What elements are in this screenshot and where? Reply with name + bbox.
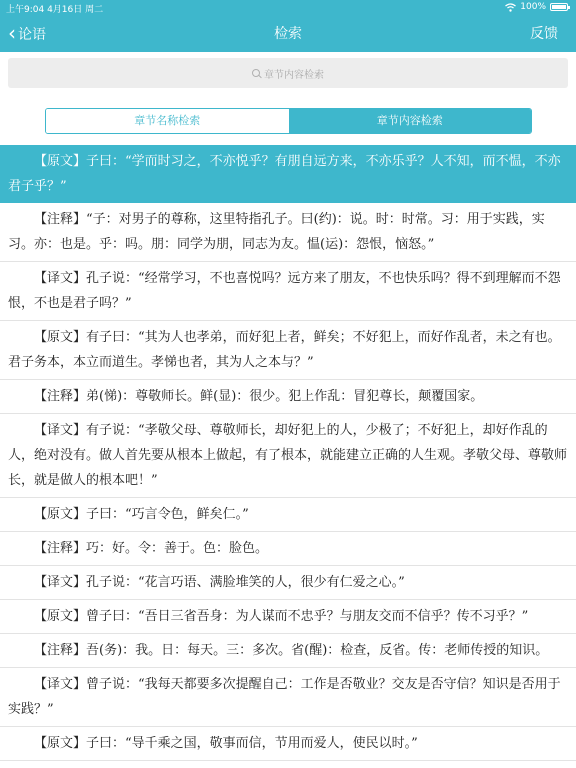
list-item-text: 【原文】曾子曰：“吾日三省吾身：为人谋而不忠乎？与朋友交而不信乎？传不习乎？” <box>34 609 529 624</box>
search-area <box>0 52 576 96</box>
list-item[interactable] <box>0 145 576 203</box>
list-item[interactable] <box>0 203 576 262</box>
list-item[interactable] <box>0 566 576 600</box>
list-item[interactable] <box>0 727 576 761</box>
battery-icon <box>550 3 568 11</box>
search-mode-segmented-control <box>45 108 532 134</box>
list-item-text: 【原文】子曰：“学而时习之，不亦悦乎？有朋自远方来，不亦乐乎？人不知，而不愠，不亦君子乎？” <box>8 154 561 194</box>
list-item[interactable] <box>0 532 576 566</box>
list-item[interactable] <box>0 321 576 380</box>
list-item[interactable] <box>0 262 576 321</box>
list-item-text: 【译文】孔子说：“花言巧语、满脸堆笑的人，很少有仁爱之心。” <box>34 575 405 590</box>
list-item-text: 【原文】有子曰：“其为人也孝弟，而好犯上者，鲜矣；不好犯上，而好作乱者，未之有也。君子务本，本立而道生。孝悌也者，其为人之本与？” <box>8 330 561 370</box>
back-button[interactable] <box>8 16 46 52</box>
list-item[interactable] <box>0 414 576 498</box>
list-item-text: 【原文】子曰：“巧言令色，鲜矣仁。” <box>34 507 249 522</box>
list-item[interactable] <box>0 668 576 727</box>
list-item-text: 【译文】曾子说：“我每天都要多次提醒自己：工作是否敬业？交友是否守信？知识是否用于实践？” <box>8 677 561 717</box>
feedback-button[interactable]: 反馈 <box>530 26 558 42</box>
list-item[interactable] <box>0 380 576 414</box>
search-icon <box>252 69 260 77</box>
list-item[interactable] <box>0 498 576 532</box>
result-list <box>0 145 576 761</box>
chevron-left-icon: ‹ <box>8 21 16 45</box>
navigation-bar <box>0 16 576 52</box>
segment-chapter-content-search[interactable]: 章节内容检索 <box>289 109 532 133</box>
status-bar <box>0 0 576 16</box>
list-item[interactable] <box>0 634 576 668</box>
search-input[interactable] <box>8 58 568 88</box>
list-item-text: 【注释】巧：好。令：善于。色：脸色。 <box>34 541 269 556</box>
status-right <box>505 2 568 12</box>
list-item-text: 【注释】“子：对男子的尊称，这里特指孔子。曰(约)：说。时：时常。习：用于实践，实习。亦：也是。乎：吗。朋：同学为朋，同志为友。愠(运)：怨恨，恼怒。” <box>8 212 545 252</box>
list-item-text: 【注释】弟(悌)：尊敬师长。鲜(显)：很少。犯上作乱：冒犯尊长，颠覆国家。 <box>34 389 484 404</box>
list-item-text: 【注释】吾(务)：我。日：每天。三：多次。省(醒)：检查，反省。传：老师传授的知识。 <box>34 643 549 658</box>
search-placeholder: 章节内容检索 <box>264 69 324 81</box>
status-time-date: 上午9:04 4月16日 周二 <box>6 5 104 15</box>
list-item[interactable] <box>0 600 576 634</box>
list-item-text: 【译文】孔子说：“经常学习，不也喜悦吗？远方来了朋友，不也快乐吗？得不到理解而不怨恨，不也是君子吗？” <box>8 271 561 311</box>
page-title: 检索 <box>274 26 302 42</box>
back-label: 论语 <box>18 27 46 43</box>
wifi-icon <box>505 3 516 12</box>
battery-percent: 100% <box>520 2 546 12</box>
list-item-text: 【原文】子曰：“导千乘之国，敬事而信，节用而爱人，使民以时。” <box>34 736 418 751</box>
segment-chapter-name-search[interactable]: 章节名称检索 <box>46 109 289 133</box>
list-item-text: 【译文】有子说：“孝敬父母、尊敬师长，却好犯上的人，少极了；不好犯上，却好作乱的人，绝对没有。做人首先要从根本上做起，有了根本，就能建立正确的人生观。孝敬父母、尊敬师长，就是做人的根本吧！” <box>8 423 568 488</box>
